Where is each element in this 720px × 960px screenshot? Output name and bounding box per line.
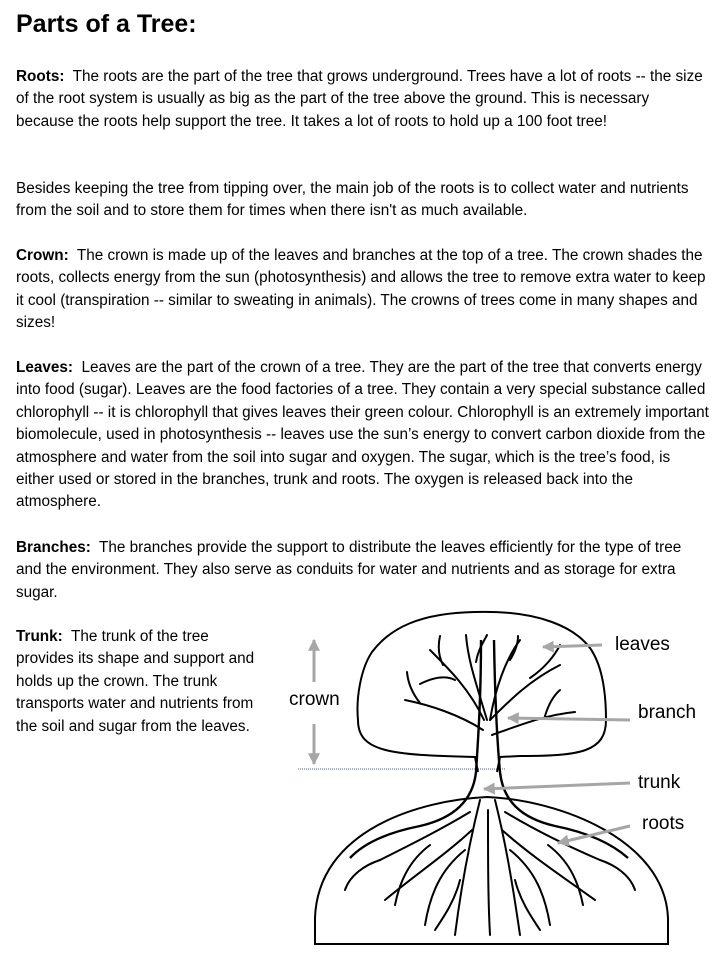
branch-arrow xyxy=(508,718,630,720)
leaves-label: leaves xyxy=(615,634,670,655)
root-dome xyxy=(315,797,668,944)
crown-text: The crown is made up of the leaves and branches at the top of a tree. The crown shades the roots, collects energy from the sun (photosynthesis) and allows the tree to remove extra water to keep it cool (transpiration -- similar to sweating in animals). The crowns of trees come in many shapes and sizes! xyxy=(16,247,706,332)
leaves-arrow xyxy=(543,645,602,647)
branch-label: branch xyxy=(638,702,697,723)
trunk-text: The trunk of the tree provides its shape and support and holds up the crown. The trunk transports water and nutrients from the soil and sugar from the leaves. xyxy=(16,628,255,735)
crown-label: crown xyxy=(289,689,340,710)
trunk-label: trunk xyxy=(638,772,681,793)
roots-label: roots xyxy=(642,813,685,834)
crown-heading: Crown: xyxy=(16,247,69,264)
roots-text: The roots are the part of the tree that grows underground. Trees have a lot of roots -- the size of the root system is usually as big as the part of the tree above the ground. This is necessary because the roots help support the tree. It takes a lot of roots to hold up a 100 foot tree! xyxy=(16,68,703,130)
branches-text: The branches provide the support to distribute the leaves efficiently for the type of tree and the environment. They also serve as conduits for water and nutrients and as storage for extra sugar. xyxy=(16,539,682,601)
roots-heading: Roots: xyxy=(16,68,65,85)
leaves-heading: Leaves: xyxy=(16,359,73,376)
page-title: Parts of a Tree: xyxy=(16,10,197,38)
trunk-heading: Trunk: xyxy=(16,628,63,645)
roots-extra-text: Besides keeping the tree from tipping over, the main job of the roots is to collect water and nutrients from the soil and to store them for times when there isn't as much available. xyxy=(16,180,689,220)
trunk-arrow xyxy=(484,783,630,789)
crown-outline xyxy=(358,612,606,772)
branches-heading: Branches: xyxy=(16,539,91,556)
leaves-text: Leaves are the part of the crown of a tree. They are the part of the tree that converts energy into food (sugar). Leaves are the food factories of a tree. They contain a very special substance called chlorophyll -- it is chlorophyll that gives leaves their green colour. Chlorophyll is an extremely important biomolecule, used in photosynthesis -- leaves use the sun’s energy to convert carbon dioxide from the atmosphere and water from the soil into sugar and oxygen. The sugar, which is the tree’s food, is either used or stored in the branches, trunk and roots. The oxygen is released back into the atmosphere. xyxy=(16,359,709,511)
